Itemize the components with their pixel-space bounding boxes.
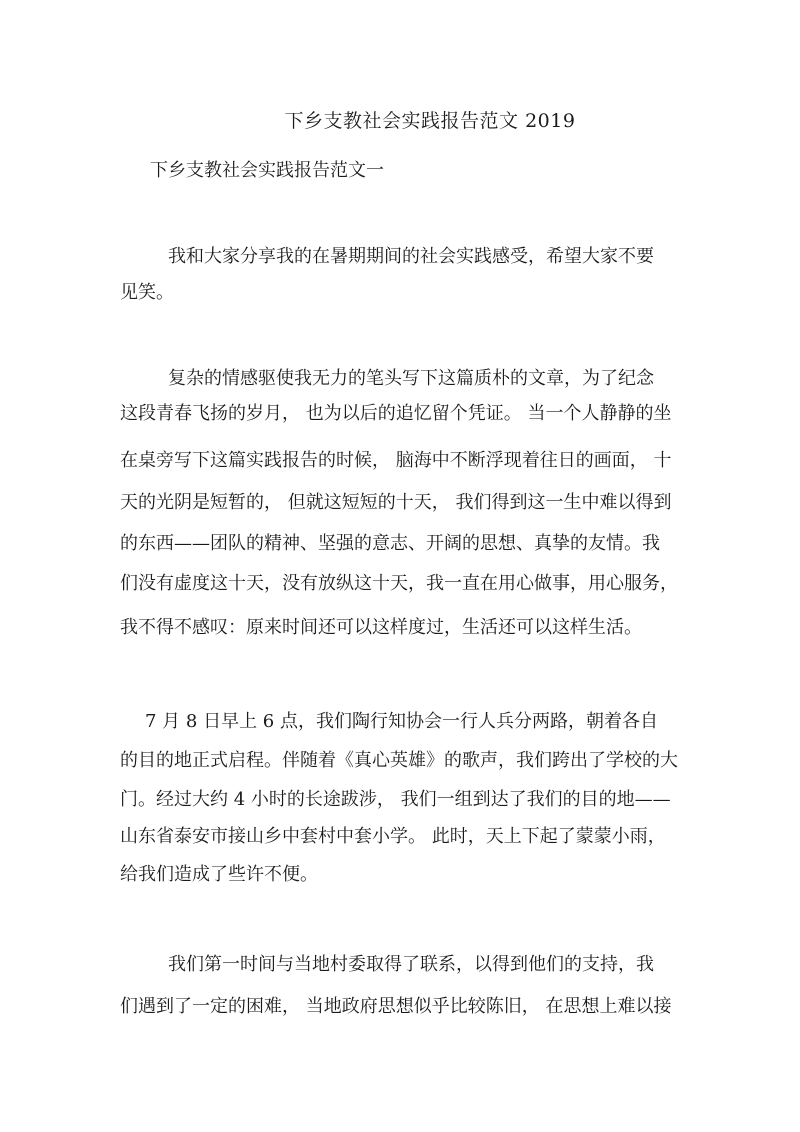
paragraph-2-line-4: 天的光阴是短暂的， 但就这短短的十天， 我们得到这一生中难以得到 xyxy=(120,492,672,513)
paragraph-2-line-3: 在桌旁写下这篇实践报告的时候， 脑海中不断浮现着往日的画面， 十 xyxy=(120,450,672,471)
document-title: 下乡支教社会实践报告范文 2019 xyxy=(284,110,576,132)
paragraph-2-line-6: 们没有虚度这十天，没有放纵这十天，我一直在用心做事，用心服务， xyxy=(120,573,678,594)
paragraph-2-line-2: 这段青春飞扬的岁月， 也为以后的追忆留个凭证。 当一个人静静的坐 xyxy=(120,403,672,424)
paragraph-2-line-1: 复杂的情感驱使我无力的笔头写下这篇质朴的文章，为了纪念 xyxy=(168,368,654,389)
paragraph-2-line-5: 的东西——团队的精神、坚强的意志、开阔的思想、真挚的友情。我 xyxy=(120,533,660,554)
paragraph-2-line-7: 我不得不感叹：原来时间还可以这样度过，生活还可以这样生活。 xyxy=(120,617,642,638)
paragraph-1-line-1: 我和大家分享我的在暑期期间的社会实践感受，希望大家不要 xyxy=(168,246,654,267)
paragraph-3-line-3: 门。经过大约 4 小时的长途跋涉， 我们一组到达了我们的目的地—— xyxy=(120,789,671,810)
paragraph-3-line-1: 7 月 8 日早上 6 点，我们陶行知协会一行人兵分两路，朝着各自 xyxy=(145,711,658,732)
paragraph-3-line-5: 给我们造成了些许不便。 xyxy=(120,864,318,885)
document-subtitle: 下乡支教社会实践报告范文一 xyxy=(150,160,384,181)
paragraph-4-line-1: 我们第一时间与当地村委取得了联系，以得到他们的支持，我 xyxy=(168,954,654,975)
paragraph-1-line-2: 见笑。 xyxy=(120,282,174,303)
paragraph-3-line-4: 山东省泰安市接山乡中套村中套小学。 此时，天上下起了蒙蒙小雨， xyxy=(120,826,666,847)
paragraph-3-line-2: 的目的地正式启程。伴随着《真心英雄》的歌声，我们跨出了学校的大 xyxy=(120,750,678,771)
paragraph-4-line-2: 们遇到了一定的困难， 当地政府思想似乎比较陈旧， 在思想上难以接 xyxy=(120,996,672,1017)
